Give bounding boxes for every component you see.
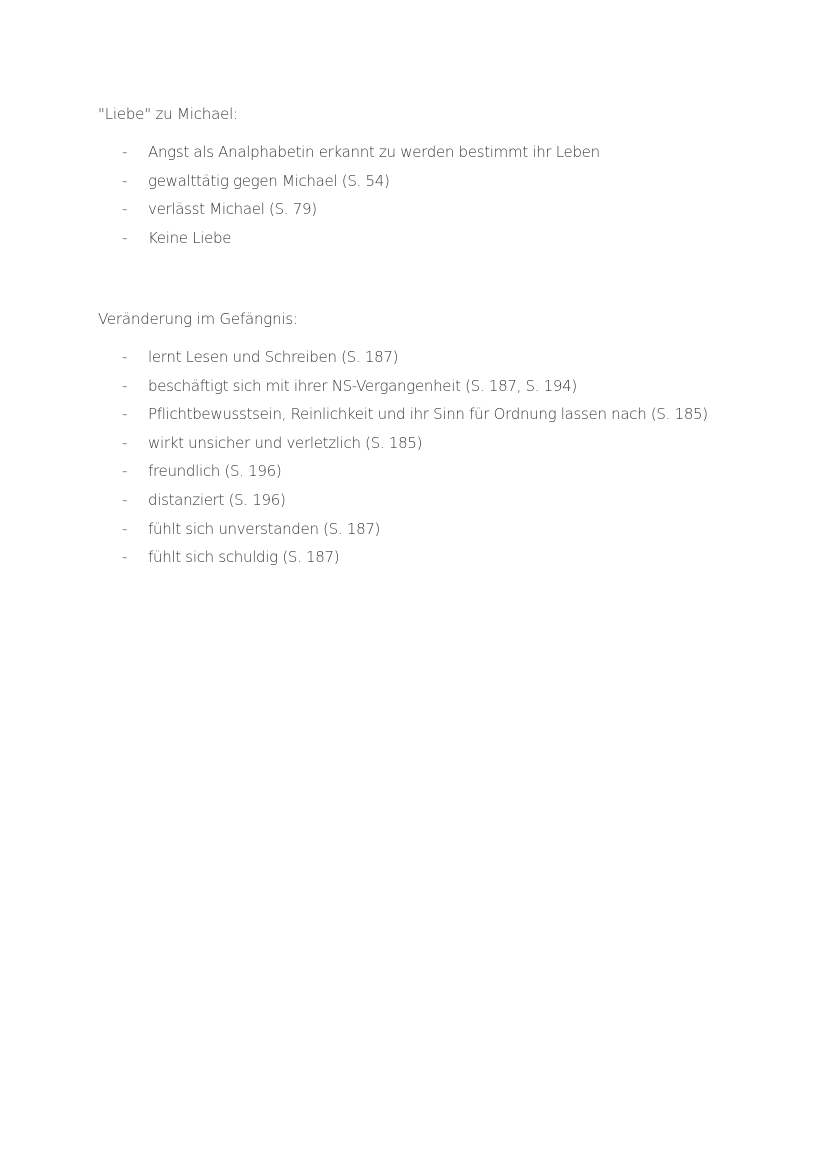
- bullet-dash: -: [122, 462, 128, 481]
- list-item-text: fühlt sich schuldig (S. 187): [148, 548, 340, 567]
- list-item-text: lernt Lesen und Schreiben (S. 187): [148, 348, 399, 366]
- list-item: [98, 434, 798, 463]
- bullet-dash: -: [122, 200, 128, 219]
- list-item: [98, 172, 798, 201]
- list-item-text: verlässt Michael (S. 79): [148, 200, 317, 219]
- bullet-dash: -: [122, 405, 128, 424]
- bullet-dash: -: [122, 490, 128, 509]
- list-item-text: freundlich (S. 196): [148, 462, 282, 481]
- list-item: [98, 348, 798, 377]
- bullet-dash: -: [122, 376, 128, 395]
- section-veraenderung-im-gefaengnis: [98, 309, 798, 577]
- bullet-dash: -: [122, 171, 128, 190]
- bullet-dash: -: [122, 519, 128, 538]
- list-item: [98, 405, 798, 434]
- bullet-dash: -: [122, 348, 128, 366]
- list-item-text: distanziert (S. 196): [148, 490, 286, 509]
- list-item-text: wirkt unsicher und verletzlich (S. 185): [148, 433, 423, 452]
- list-item-text: Keine Liebe: [148, 228, 232, 247]
- bullet-dash: -: [122, 433, 128, 452]
- bullet-dash: -: [122, 548, 128, 567]
- list-item: [98, 491, 798, 520]
- list-item-text: gewalttätig gegen Michael (S. 54): [148, 171, 390, 190]
- list-item-text: beschäftigt sich mit ihrer NS-Vergangenheit (S. 187, S. 194): [148, 376, 577, 395]
- list-item-text: Pflichtbewusstsein, Reinlichkeit und ihr Sinn für Ordnung lassen nach (S. 185): [148, 405, 708, 424]
- list-item: [98, 143, 798, 172]
- bullet-list: [98, 143, 798, 257]
- list-item: [98, 200, 798, 229]
- list-item: [98, 548, 798, 577]
- list-item: [98, 229, 798, 258]
- list-item-text: fühlt sich unverstanden (S. 187): [148, 519, 381, 538]
- list-item-text: Angst als Analphabetin erkannt zu werden bestimmt ihr Leben: [148, 143, 600, 161]
- bullet-dash: -: [122, 143, 128, 161]
- bullet-dash: -: [122, 228, 128, 247]
- list-item: [98, 377, 798, 406]
- section-heading: Veränderung im Gefängnis:: [98, 310, 298, 328]
- list-item: [98, 462, 798, 491]
- bullet-list: [98, 348, 798, 577]
- list-item: [98, 520, 798, 549]
- section-heading: "Liebe" zu Michael:: [98, 105, 238, 123]
- section-liebe-zu-michael: [98, 104, 798, 257]
